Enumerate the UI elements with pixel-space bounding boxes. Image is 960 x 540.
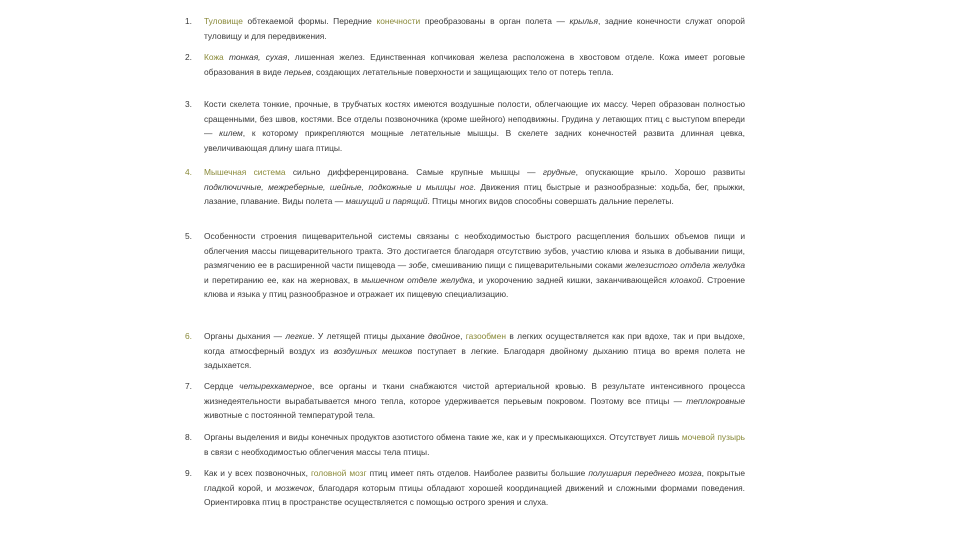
italic-term: железистого отдела желудка (625, 260, 745, 270)
highlighted-term: Туловище (204, 16, 243, 26)
item-number: 4. (185, 167, 192, 177)
item-number: 7. (185, 381, 192, 391)
text-run: , задние конечности служат опорой туловищу и для передвижения. (204, 16, 745, 41)
item-number: 9. (185, 468, 192, 478)
item-number: 1. (185, 16, 192, 26)
italic-term: подключичные, межреберные, шейные, подкожные и мышцы ног (204, 181, 474, 192)
text-run: , опускающие крыло. Хорошо развиты (575, 167, 745, 177)
item-text (204, 50, 745, 79)
text-run: птиц имеет пять отделов. Наиболее развиты большие (366, 468, 589, 478)
italic-term: грудные (542, 167, 576, 177)
italic-term: двойное (428, 331, 461, 341)
italic-term: крылья (569, 16, 598, 26)
item-number: 5. (185, 231, 192, 241)
italic-term: зобе (408, 260, 427, 270)
item-text (204, 379, 745, 423)
italic-term: перьев (284, 66, 312, 77)
italic-term: клоакой (670, 274, 702, 285)
text-run: сильно дифференцирована. Самые крупные мышцы — (285, 167, 543, 177)
text-run: . Строение клюва и языка у птиц разнообразное и отражает их пищевую специализацию. (204, 274, 746, 299)
italic-term: машущий и парящий (345, 196, 428, 206)
item-text (204, 466, 745, 510)
italic-term: мышечном отделе желудка (361, 274, 473, 285)
italic-term: четырехкамерное (239, 381, 312, 391)
text-run: Кости скелета тонкие, прочные, в трубчатых костях имеются воздушные полости, облегчающие их массу. Череп образован полностью сращенными, без швов, костями. Все отделы позвоночника (кроме шейного) неподвижны. Грудина у летающих птиц с выступом впереди — (204, 99, 745, 138)
item-number: 6. (185, 331, 192, 341)
italic-term: тонкая, сухая (228, 52, 288, 62)
text-run: , к которому прикрепляются мощные летательные мышцы. В скелете задних конечностей развита длинная цевка, увеличивающая длину шага птицы. (204, 128, 746, 153)
text-run: Органы дыхания — (204, 331, 286, 341)
text-run: . Птицы многих видов способны совершать дальние перелеты. (427, 196, 674, 206)
item-text (204, 329, 745, 373)
text-run: в легких осуществляется как при вдохе, так и при выдохе, когда атмосферный воздух из (204, 331, 745, 356)
text-run: , смешиванию пищи с пищеварительными соками (426, 260, 626, 270)
highlighted-term: конечности (376, 16, 421, 26)
item-number: 3. (185, 99, 192, 109)
text-run: Сердце (204, 381, 240, 391)
item-text (204, 165, 745, 209)
item-text (204, 97, 745, 155)
text-run: преобразованы в орган полета — (420, 16, 570, 26)
text-run: поступает в легкие. Благодаря двойному дыханию птица во время полета не задыхается. (204, 345, 745, 370)
italic-term: мозжечок (275, 482, 313, 493)
italic-term: легкие (285, 331, 313, 341)
text-run: , лишенная желез. Единственная копчиковая железа расположена в хвостовом отделе. Кожа имеет роговые образования в виде (204, 52, 745, 77)
highlighted-term: Кожа (204, 52, 229, 62)
italic-term: килем (219, 128, 243, 138)
item-text (204, 14, 745, 43)
text-run: обтекаемой формы. Передние (242, 16, 377, 26)
item-number: 2. (185, 52, 192, 62)
text-run: , благодаря которым птицы обладают хорошей координацией движений и сложными формами поведения. Ориентировка птиц в пространстве осуществляется с помощью острого зрения и слуха. (204, 482, 745, 507)
text-run: Органы выделения и виды конечных продуктов азотистого обмена такие же, как и у пресмыкающихся. Отсутствует лишь (204, 432, 682, 442)
text-run: . У летящей птицы дыхание (312, 331, 429, 341)
italic-term: полушария переднего мозга (588, 468, 702, 478)
text-run: Особенности строения пищеварительной системы связаны с необходимостью быстрого расщепления больших объемов пищи и облегчения массы пищеварительного тракта. Это достигается благодаря отсутствию зубов, участию клюва и языка в добывании пищи, размягчению ее в расширенной части пищевода — (204, 231, 745, 270)
text-run: в связи с необходимостью облегчения массы тела птицы. (204, 446, 430, 457)
text-run: , создающих летательные поверхности и защищающих тело от потерь тепла. (311, 66, 614, 77)
highlighted-term: головной мозг (310, 468, 367, 478)
italic-term: теплокровные (686, 395, 745, 406)
item-number: 8. (185, 432, 192, 442)
italic-term: воздушных мешков (333, 345, 413, 356)
text-run: . Движения птиц быстрые и разнообразные: ходьба, бег, прыжки, лазание, плавание. Виды полета — (204, 181, 745, 206)
highlighted-term: Мышечная система (204, 167, 286, 177)
item-text (204, 430, 745, 459)
item-text (204, 229, 745, 302)
text-run: и перетиранию ее, как на жерновах, в (204, 274, 362, 285)
text-run: животные с постоянной температурой тела. (204, 410, 376, 420)
text-run: , (460, 331, 466, 341)
text-run: , все органы и ткани снабжаются чистой артериальной кровью. В результате интенсивного процесса жизнедеятельности вырабатывается много тепла, которое удерживается перьевым покровом. Поэтому все птицы — (204, 381, 745, 406)
text-run: , и укорочению задней кишки, заканчивающейся (472, 274, 671, 285)
highlighted-term: газообмен (465, 331, 506, 341)
highlighted-term: мочевой пузырь (681, 432, 745, 442)
text-run: , покрытые гладкой корой, и (204, 468, 746, 493)
text-run: Как и у всех позвоночных, (204, 468, 311, 478)
